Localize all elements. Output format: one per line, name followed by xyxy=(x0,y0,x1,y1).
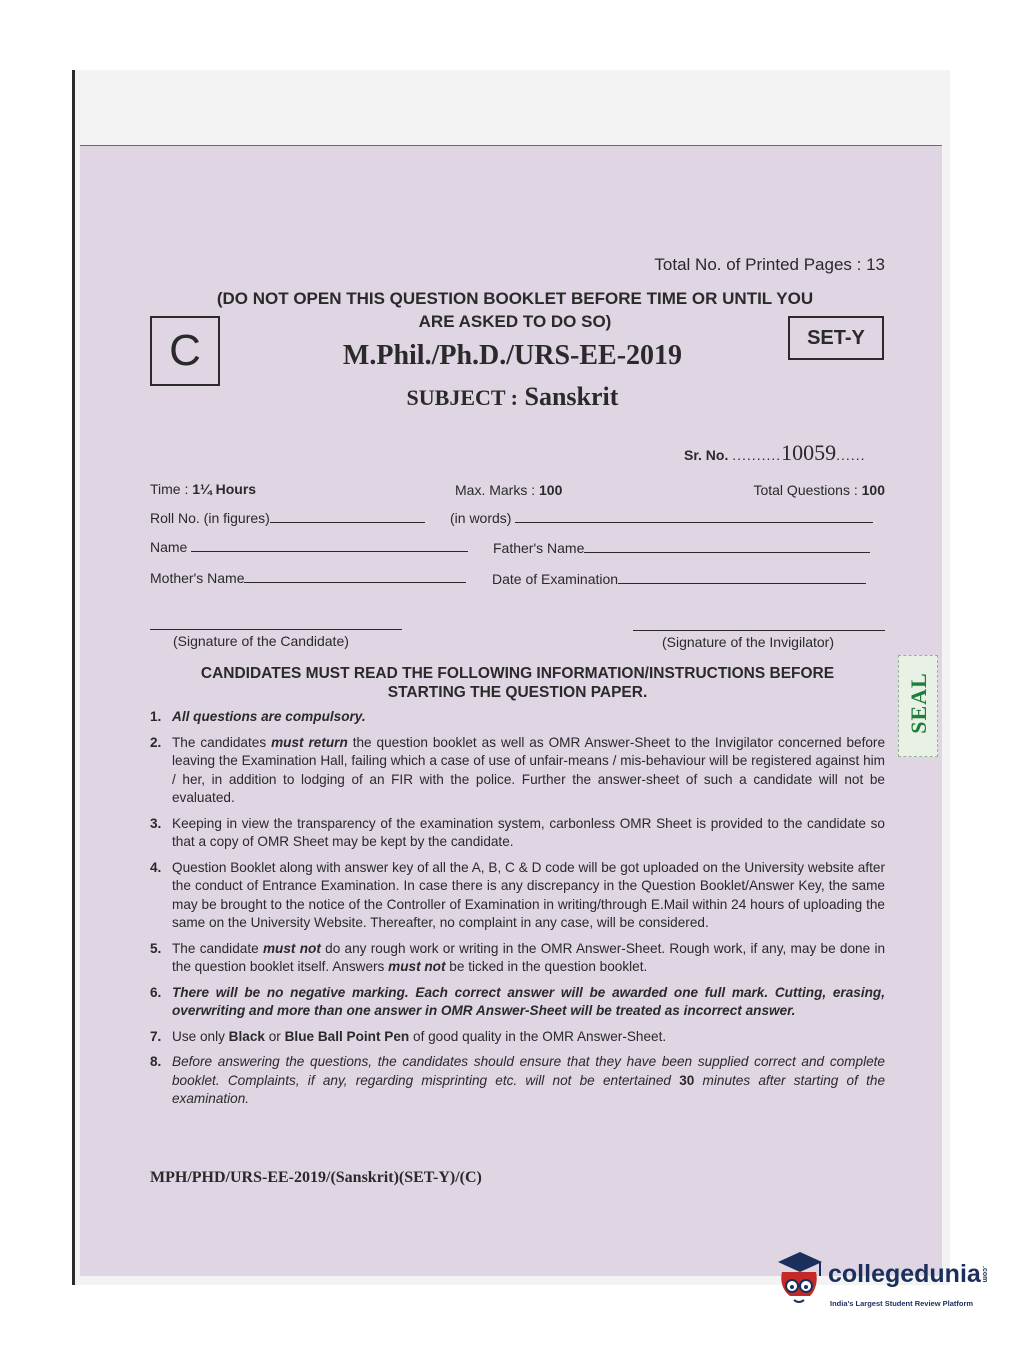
instruction-text: All questions are compulsory. xyxy=(172,709,366,724)
instruction-number: 3. xyxy=(150,815,162,831)
instructions-heading-line-2: STARTING THE QUESTION PAPER. xyxy=(387,684,648,701)
date-of-examination-label: Date of Examination xyxy=(492,571,619,587)
instruction-number: 1. xyxy=(150,709,162,724)
time-label: Time : xyxy=(150,481,189,497)
collegedunia-logo xyxy=(770,1250,1000,1322)
instruction-text: The candidate xyxy=(172,940,263,956)
total-questions-field xyxy=(753,482,885,498)
serial-number-label: Sr. No. xyxy=(684,447,729,463)
father-name-field xyxy=(493,540,870,556)
instruction-3 xyxy=(150,815,885,852)
instruction-text: Use only xyxy=(172,1028,229,1044)
instruction-number: 5. xyxy=(150,940,162,956)
max-marks-label: Max. Marks : xyxy=(455,482,536,498)
instruction-number: 8. xyxy=(150,1054,162,1069)
instruction-text: or xyxy=(264,1028,285,1044)
max-marks-field xyxy=(455,482,562,498)
total-printed-pages: Total No. of Printed Pages : 13 xyxy=(654,255,885,274)
instruction-5 xyxy=(150,940,885,977)
time-field xyxy=(150,481,256,497)
instruction-text: minutes after starting of the examination. xyxy=(172,1072,886,1106)
instruction-text: Keeping in view the transparency of the examination system, carbonless OMR Sheet is provided to the candidate so that a copy of OMR Sheet may be kept by the candidate. xyxy=(172,815,885,849)
instruction-text: Question Booklet along with answer key of all the A, B, C & D code will be got uploaded on the University website after the conduct of Entrance Examination. In case there is any discrepancy in the Question Booklet/Answer Key, the same may be brought to the notice of the Controller of Examination in writing/through E.Mail within 24 hours of uploading the same on the University Website. Thereafter, no complaint in any case, will be considered. xyxy=(172,859,885,930)
booklet-code-box: C xyxy=(150,316,220,386)
seal-stamp xyxy=(898,655,938,757)
mother-name-label: Mother's Name xyxy=(150,570,245,586)
sheet-top-edge xyxy=(80,145,942,146)
scan-left-edge xyxy=(72,70,75,1285)
mother-name-line xyxy=(244,582,466,583)
subject-label: SUBJECT : xyxy=(406,385,519,410)
name-line xyxy=(191,551,468,552)
set-badge: SET-Y xyxy=(788,316,884,360)
instruction-emphasis: 30 xyxy=(679,1072,695,1088)
serial-number xyxy=(684,440,866,466)
invigilator-signature-label: (Signature of the Invigilator) xyxy=(662,634,834,650)
invigilator-signature-line xyxy=(633,630,885,631)
instruction-6 xyxy=(150,984,885,1021)
instruction-1 xyxy=(150,708,885,727)
logo-tagline: India's Largest Student Review Platform xyxy=(830,1299,974,1308)
instruction-text: be ticked in the question booklet. xyxy=(445,959,648,974)
logo-brand-text: collegedunia xyxy=(828,1260,981,1288)
instruction-number: 7. xyxy=(150,1028,162,1044)
roll-no-figures-label: Roll No. (in figures) xyxy=(150,510,270,526)
instruction-emphasis: must return xyxy=(271,734,348,750)
instruction-8 xyxy=(150,1053,885,1109)
instruction-number: 2. xyxy=(150,734,162,750)
instruction-7 xyxy=(150,1028,885,1047)
serial-number-value: 10059 xyxy=(781,440,837,465)
instruction-4 xyxy=(150,859,885,933)
instruction-number: 4. xyxy=(150,859,162,875)
booklet-footer-code: MPH/PHD/URS-EE-2019/(Sanskrit)(SET-Y)/(C) xyxy=(150,1169,482,1186)
instruction-text: The candidates xyxy=(172,734,272,750)
father-name-line xyxy=(584,552,870,553)
max-marks-value: 100 xyxy=(539,482,563,498)
graduate-mascot-icon xyxy=(770,1250,826,1310)
time-value: 1¼ Hours xyxy=(192,481,257,497)
serial-dots-trailing: ...... xyxy=(836,447,866,463)
warning-line-2: ARE ASKED TO DO SO) xyxy=(418,312,612,331)
roll-no-words-label: (in words) xyxy=(450,510,512,526)
candidate-signature-line xyxy=(150,629,402,630)
instruction-emphasis: must not xyxy=(388,959,446,974)
instruction-2 xyxy=(150,734,885,808)
date-of-examination-field xyxy=(492,571,866,587)
subject-value: Sanskrit xyxy=(524,382,619,411)
instructions-heading-line-1: CANDIDATES MUST READ THE FOLLOWING INFORMATION/INSTRUCTIONS BEFORE xyxy=(200,665,835,682)
instruction-text: There will be no negative marking. Each correct answer will be awarded one full mark. Cutting, erasing, overwriting and more than one answer in OMR Answer-Sheet will be treated as incorrect answer. xyxy=(172,984,885,1018)
father-name-label: Father's Name xyxy=(493,540,585,556)
candidate-signature-label: (Signature of the Candidate) xyxy=(173,633,349,649)
total-questions-value: 100 xyxy=(861,482,885,498)
total-questions-label: Total Questions : xyxy=(753,482,858,498)
name-label: Name xyxy=(150,539,188,555)
roll-no-figures-field xyxy=(150,510,425,526)
instruction-text: do any rough work or writing in the OMR Answer-Sheet. Rough work, if any, may be done in the question booklet itself. Answers xyxy=(172,940,886,974)
serial-dots-leading: .......... xyxy=(732,447,782,463)
roll-no-words-line xyxy=(515,522,873,523)
instruction-emphasis: Blue Ball Point Pen xyxy=(284,1028,410,1044)
exam-title: M.Phil./Ph.D./URS-EE-2019 xyxy=(342,340,683,371)
name-field xyxy=(150,539,468,555)
instructions-list xyxy=(150,708,885,1116)
instruction-number: 6. xyxy=(150,984,162,1000)
subject-line xyxy=(0,382,1025,412)
logo-brand xyxy=(828,1260,988,1289)
roll-no-figures-line xyxy=(270,522,425,523)
logo-dotcom: .com xyxy=(980,1265,988,1282)
instruction-text: the question booklet as well as OMR Answer-Sheet to the Invigilator concerned before leaving the Examination Hall, failing which a case of use of unfair-means / mis-behaviour will be registered against him / her, in addition to lodging of an FIR with the police. Further the answer-sheet of such a candidate will not be evaluated. xyxy=(172,734,886,805)
mother-name-field xyxy=(150,570,466,586)
instructions-heading xyxy=(150,664,885,702)
warning-line-1: (DO NOT OPEN THIS QUESTION BOOKLET BEFORE TIME OR UNTIL YOU xyxy=(216,289,814,308)
instruction-text: Before answering the questions, the candidates should ensure that they have been supplied correct and complete booklet. Complaints, if any, regarding misprinting etc. will not be entertained xyxy=(172,1054,885,1088)
instruction-text: of good quality in the OMR Answer-Sheet. xyxy=(409,1028,667,1044)
instruction-emphasis: Black xyxy=(228,1028,265,1044)
instruction-emphasis: must not xyxy=(262,940,321,956)
date-of-examination-line xyxy=(618,583,866,584)
roll-no-words-field xyxy=(450,510,873,526)
seal-text: SEAL xyxy=(906,672,931,734)
